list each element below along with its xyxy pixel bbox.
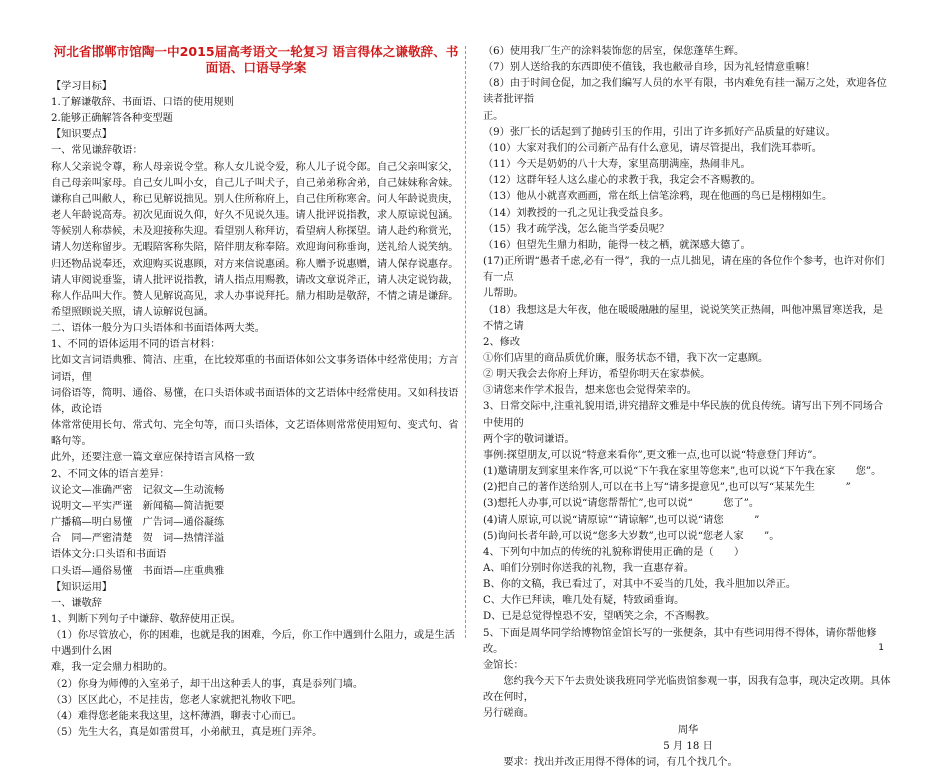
text-line: 二、语体一般分为口头语体和书面语体两大类。 [51,323,265,335]
text-line: 谦称自己叫敝人，称已见解说拙见。别人住所称府上，自己住所称寒舍。问人年龄说贵庚， [51,193,459,205]
text-line: B、你的文稿，我已看过了，对其中不妥当的几处，我斗胆加以斧正。 [483,579,797,591]
text-line: （5）先生大名，真是如雷贯耳，小弟献丑，真是班门弄斧。 [51,727,323,739]
text-line: ② 明天我会去你府上拜访，希望你明天在家恭候。 [483,369,711,381]
text-line: （3）区区此心，不足挂齿，您老人家就把礼物收下吧。 [51,694,302,706]
text-line: 语体文分:口头语和书面语 [51,549,167,561]
left-column [51,44,461,741]
text-line: 【知识运用】 [51,581,113,593]
text-line: (3)想托人办事,可以说“请您帮帮忙”,也可以说“ 您了”。 [483,498,760,510]
text-line: (1)邀请朋友到家里来作客,可以说“下午我在家里等您来”,也可以说“下午我在家 您”。 [483,466,882,478]
text-line: 称人父亲说令尊，称人母亲说令堂。称人女儿说令爱，称人儿子说令郎。自己父亲叫家父， [51,161,459,173]
text-line: （9）张厂长的话起到了抛砖引玉的作用，引出了许多抓好产品质量的好建议。 [483,126,836,138]
text-line: (5)询问长者年龄,可以说“您多大岁数”,也可以说“您老人家 ”。 [483,530,780,542]
text-line: （2）你身为师傅的入室弟子，却干出这种丢人的事，真是忝列门墙。 [51,678,364,690]
text-line: （12）这群年轻人这么虚心的求教于我，我定会不吝赐教的。 [483,175,761,187]
text-line: 1、判断下列句子中谦辞、敬辞使用正误。 [51,613,241,625]
text-line: 此外，还要注意一篇文章应保持语言风格一致 [51,452,255,464]
text-line: 口头语—通俗易懂 书面语—庄重典雅 [51,565,225,577]
text-line: 一、谦敬辞 [51,597,102,609]
text-line: （7）别人送给我的东西即使不值钱，我也敝帚自珍，因为礼轻情意重嘛！ [483,62,816,74]
text-line: （15）我才疏学浅，怎么能当学委员呢？ [483,223,670,235]
text-line: 体常常使用长句、常式句、完全句等，而口头语体，文艺语体则常常使用短句、变式句、省略句等。 [51,420,459,448]
text-line: ①你们店里的商品质优价廉，服务状态不错，我下次一定惠顾。 [483,352,769,364]
text-line: 请人勿送称留步。无暇陪客称失陪，陪伴朋友称奉陪。欢迎询问称垂询，送礼给人说笑纳。 [51,242,459,254]
text-line: 周华 [677,724,699,736]
text-line: （18）我想这是大年夜，他在暖暖融融的屋里，说说笑笑正热闹，叫他冲黑冒寒送我，是不情之请 [483,304,884,332]
text-line: （16）但望先生鼎力相助，能得一枝之栖，就深感大德了。 [483,239,751,251]
text-line: 说明文—平实严谨 新闻稿—简洁扼要 [51,500,225,512]
text-line: 另行磋商。 [483,708,534,720]
text-line: 【知识要点】 [51,129,113,141]
text-line: 正。 [483,110,504,122]
text-line: 4、下列句中加点的传统的礼貌称谓使用正确的是（ ） [483,546,745,558]
text-line: （14）刘教授的一孔之见让我受益良多。 [483,207,670,219]
right-column [483,44,893,771]
column-divider [465,46,466,638]
text-line: 事例:探望朋友,可以说“特意来看你”,更文雅一点,也可以说“特意登门拜访”。 [483,449,823,461]
text-line: 3、日常交际中,注重礼貌用语,讲究措辞文雅是中华民族的优良传统。请写出下列不同场合中使用的 [483,401,884,429]
text-line: 广播稿—明白易懂 广告词—通俗凝练 [51,517,225,529]
text-line: 5、下面是周华同学给博物馆金馆长写的一张便条，其中有些词用得不得体，请你帮他修改。 [483,627,877,655]
document-title: 河北省邯郸市馆陶一中2015届高考语文一轮复习 语言得体之谦敬辞、书面语、口语导学案 [53,44,459,76]
text-line: 2、不同文体的语言差异： [51,468,170,480]
text-line: 要求：找出并改正用得不得体的词，有几个找几个。 [483,756,738,768]
text-line: 2.能够正确解答各种变型题 [51,113,173,125]
text-line: 1.了解谦敬辞、书面语、口语的使用规则 [51,96,234,108]
text-line: C、大作已拜读，唯几处有疑，特致函垂询。 [483,595,685,607]
text-line: （13）他从小就喜欢画画，常在纸上信笔涂鸦，现在他画的鸟已是栩栩如生。 [483,191,833,203]
text-line: 儿帮助。 [483,288,524,300]
text-line: 一、常见谦辞敬语： [51,145,143,157]
text-line: 比如文言词语典雅、简洁、庄重，在比较郑重的书面语体如公文事务语体中经常使用；方言词语，俚 [51,355,459,383]
text-line: （6）使用我厂生产的涂料装饰您的居室，保您蓬荜生辉。 [483,46,745,57]
text-line: 两个字的敬词谦语。 [483,433,575,445]
text-line: 称人作品叫大作。赞人见解说高见，求人办事说拜托。鼎力相助是敬辞，不情之请是谦辞。 [51,290,459,302]
text-line: （11）今天是奶奶的八十大寿，家里高朋满座，热闹非凡。 [483,159,751,171]
text-line: 希望照顾说关照，请人谅解说包涵。 [51,307,214,318]
left-column-body [51,79,461,741]
text-line: 合 同—严密清楚 贺 词—热情洋溢 [51,533,225,545]
text-line: （1）你尽管放心，你的困难，也就是我的困难，今后，你工作中遇到什么阻力，或是生活中遇到什么困 [51,630,455,658]
text-line: （4）难得您老能来我这里，这杯薄酒，聊表寸心而已。 [51,710,302,722]
text-line: 自己母亲叫家母。自己女儿叫小女，自己儿子叫犬子，自己弟弟称舍弟，自己妹妹称舍妹。 [51,177,459,189]
text-line: （8）由于时间仓促，加之我们编写人员的水平有限，书内难免有挂一漏万之处，欢迎各位读者批评指 [483,78,887,106]
text-line: 您约我今天下午去贵处谈我班同学光临贵馆参观一事，因我有急事，现决定改期。具体改在何时， [483,676,891,704]
text-line: 请人审阅说垂鉴，请人批评说指教，请人指点用赐教，请改文章说斧正，请人决定说钧裁， [51,274,459,286]
text-line: 金馆长： [483,659,524,671]
text-line: D、已是总觉得惶恐不安，望哂笑之余，不吝赐教。 [483,611,716,623]
text-line: 老人年龄说高寿。初次见面说久仰，好久不见说久违。请人批评说指教，求人原谅说包涵。 [51,210,459,222]
text-line: (17)正所谓“愚者千虑,必有一得”，我的一点儿拙见，请在座的各位作个参考，也许对你们有一点 [483,256,885,284]
text-line: A、咱们分别时你送我的礼物，我一直惠存着。 [483,563,695,574]
text-line: 词俗语等，简明、通俗、易懂，在口头语体或书面语体的文艺语体中经常使用。又如科技语体，政论语 [51,387,459,415]
text-line: 议论文—准确严密 记叙文—生动流畅 [51,484,225,496]
text-line: (4)请人原谅,可以说“请原谅”“请谅解”,也可以说“请您 ” [483,514,760,526]
text-line: 2、修改 [483,336,521,348]
text-line: 5 月 18 日 [663,740,713,752]
text-line: 【学习目标】 [51,80,113,92]
text-line: 等候别人称恭候，未及迎接称失迎。看望别人称拜访，看望病人称探望。请人赴约称赏光， [51,226,459,238]
text-line: 1、不同的语体运用不同的语言材料： [51,339,221,351]
text-line: 难，我一定会鼎力相助的。 [51,662,174,674]
page-number: 1 [878,643,884,653]
text-line: ③请您来作学术报告，想来您也会觉得荣幸的。 [483,385,697,397]
text-line: (2)把自己的著作送给别人,可以在书上写“请多提意见”,也可以写“某某先生 ” [483,482,851,494]
text-line: （10）大家对我们的公司新产品有什么意见，请尽管提出，我们洗耳恭听。 [483,142,822,154]
right-column-body [483,44,893,771]
text-line: 归还物品说奉还，欢迎购买说惠顾，对方来信说惠函。称人赠予说惠赠，请人保存说惠存。 [51,258,459,270]
